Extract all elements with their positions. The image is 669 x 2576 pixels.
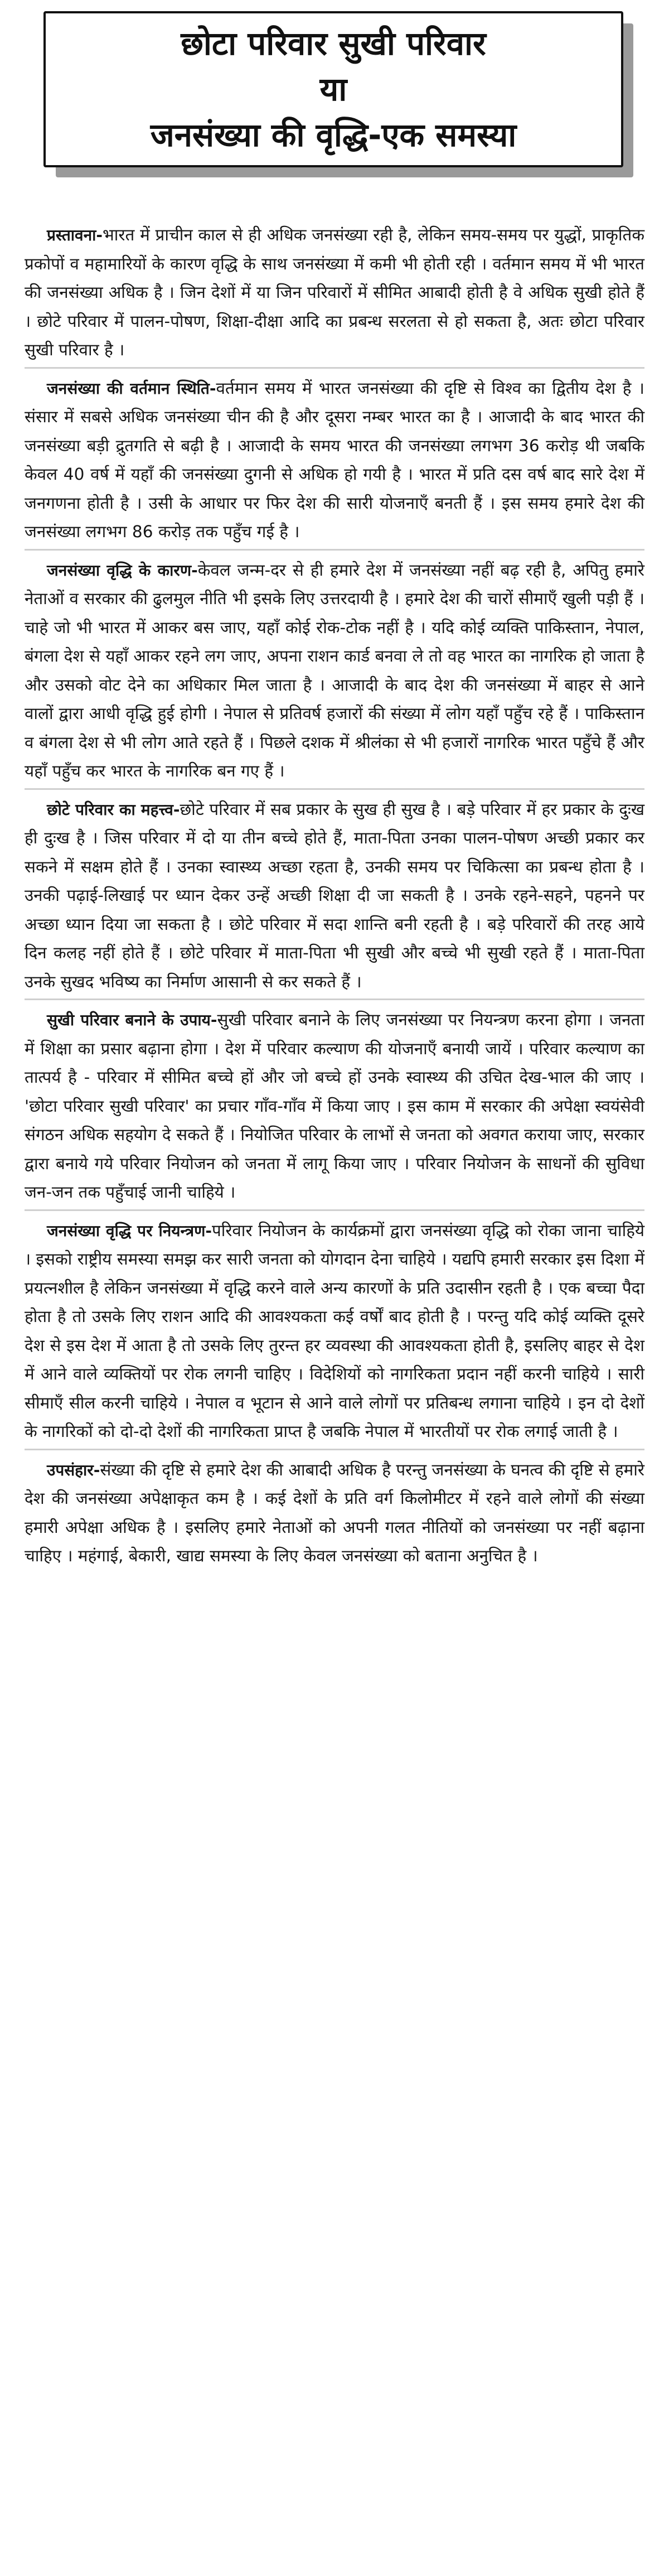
title-line-1: छोटा परिवार सुखी परिवार <box>181 25 486 62</box>
paragraph <box>25 1217 644 1446</box>
section-heading: जनसंख्या की वर्तमान स्थिति- <box>47 379 216 398</box>
section-text: छोटे परिवार में सब प्रकार के सुख ही सुख है । बड़े परिवार में हर प्रकार के दुःख ही दुःख है । जिस परिवार में दो या तीन बच्चे होते हैं, माता-पिता उनका पालन-पोषण अच्छी प्रकार कर सकने में सक्षम होते हैं । उनका स्वास्थ्य अच्छा रहता है, उनकी समय पर चिकित्सा का प्रबन्ध होता है । उनकी पढ़ाई-लिखाई पर ध्यान देकर उन्हें अच्छी शिक्षा दी जा सकती है । उनके रहने-सहने, पहनने पर अच्छा ध्यान दिया जा सकता है । छोटे परिवार में सदा शान्ति बनी रहती है । बड़े परिवारों की तरह आये दिन कलह नहीं होते हैं । छोटे परिवार में माता-पिता भी सुखी और बच्चे भी सुखी रहते हैं । माता-पिता उनके सुखद भविष्य का निर्माण आसानी से कर सकते हैं । <box>25 799 645 991</box>
section-control <box>25 1209 644 1446</box>
section-importance <box>25 788 644 997</box>
section-heading: जनसंख्या वृद्धि के कारण- <box>47 561 198 580</box>
paragraph <box>25 1006 644 1207</box>
title-block <box>43 11 634 179</box>
section-text: वर्तमान समय में भारत जनसंख्या की दृष्टि से विश्व का द्वितीय देश है । संसार में सबसे अधिक जनसंख्या चीन की है और दूसरा नम्बर भारत का है । आजादी के बाद भारत की जनसंख्या बड़ी द्रुतगति से बढ़ी है । आजादी के समय भारत की जनसंख्या लगभग 36 करोड़ थी जबकि केवल 40 वर्ष में यहाँ की जनसंख्या दुगनी से अधिक हो गयी है । भारत में प्रति दस वर्ष बाद सारे देश में जनगणना होती है । उसी के आधार पर फिर देश की सारी योजनाएँ बनती हैं । इस समय हमारे देश की जनसंख्या लगभग 86 करोड़ तक पहुँच गई है । <box>25 378 644 541</box>
paragraph <box>25 374 644 547</box>
paragraph <box>25 1456 644 1571</box>
section-causes <box>25 549 644 786</box>
section-text: सुखी परिवार बनाने के लिए जनसंख्या पर नियन्त्रण करना होगा । जनता में शिक्षा का प्रसार बढ़ाना होगा । देश में परिवार कल्याण की योजनाएँ बनायी जायें । परिवार कल्याण का तात्पर्य है - परिवार में सीमित बच्चे हों और जो बच्चे हों उनके स्वास्थ्य की उचित देख-भाल की जाए । 'छोटा परिवार सुखी परिवार' का प्रचार गाँव-गाँव में किया जाए । इस काम में सरकार की अपेक्षा स्वयंसेवी संगठन अधिक सहयोग दे सकते हैं । नियोजित परिवार के लाभों से जनता को अवगत कराया जाए, सरकार द्वारा बनाये गये परिवार नियोजन को जनता में लागू किया जाए । परिवार नियोजन के साधनों की सुविधा जन-जन तक पहुँचाई जानी चाहिये । <box>25 1010 644 1202</box>
title-line-2: या <box>319 70 347 108</box>
section-text: केवल जन्म-दर से ही हमारे देश में जनसंख्या नहीं बढ़ रही है, अपितु हमारे नेताओं व सरकार की ढुलमुल नीति भी इसके लिए उत्तरदायी है । हमारे देश की चारों सीमाएँ खुली पड़ी हैं । चाहे जो भी भारत में आकर बस जाए, यहाँ कोई रोक-टोक नहीं है । यदि कोई व्यक्ति पाकिस्तान, नेपाल, बंगला देश से यहाँ आकर रहने लग जाए, अपना राशन कार्ड बनवा ले तो वह भारत का नागरिक हो जाता है और उसको वोट देने का अधिकार मिल जाता है । आजादी के बाद देश की जनसंख्या में बाहर से आने वालों द्वारा आधी वृद्धि हुई होगी । नेपाल से प्रतिवर्ष हजारों की संख्या में लोग यहाँ पहुँच रहे हैं । पाकिस्तान व बंगला देश से भी लोग आते रहते हैं । पिछले दशक में श्रीलंका से भी हजारों नागरिक भारत पहुँचे हैं और यहाँ पहुँच कर भारत के नागरिक बन गए हैं । <box>25 560 644 780</box>
title-line-3: जनसंख्या की वृद्धि-एक समस्या <box>150 116 517 154</box>
section-heading: प्रस्तावना- <box>47 226 103 244</box>
section-current-status <box>25 367 644 547</box>
title-box <box>43 11 623 167</box>
paragraph <box>25 795 644 997</box>
section-heading: जनसंख्या वृद्धि पर नियन्त्रण- <box>47 1221 212 1240</box>
section-heading: सुखी परिवार बनाने के उपाय- <box>47 1011 217 1029</box>
section-text: परिवार नियोजन के कार्यक्रमों द्वारा जनसंख्या वृद्धि को रोका जाना चाहिये । इसको राष्ट्रीय समस्या समझ कर सारी जनता को योगदान देना चाहिये । यद्यपि हमारी सरकार इस दिशा में प्रयत्नशील है लेकिन जनसंख्या में वृद्धि करने वाले अन्य कारणों के प्रति उदासीन रहती है । एक बच्चा पैदा होता है तो उसके लिए राशन आदि की आवश्यकता कई वर्षों बाद होती है । परन्तु यदि कोई व्यक्ति दूसरे देश से इस देश में आता है तो उसके लिए तुरन्त हर व्यवस्था की आवश्यकता होती है, इसलिए बाहर से देश में आने वाले व्यक्तियों पर रोक लगनी चाहिए । विदेशियों को नागरिकता प्रदान नहीं करनी चाहिये । सारी सीमाएँ सील करनी चाहिये । नेपाल व भूटान से आने वाले लोगों पर प्रतिबन्ध लगाना चाहिये । इन दो देशों के नागरिकों को दो-दो देशों की नागरिकता प्राप्त है जबकि नेपाल में भारतीयों पर रोक लगाई जाती है । <box>25 1221 644 1441</box>
section-introduction <box>25 215 644 365</box>
paragraph <box>25 221 644 365</box>
section-measures <box>25 998 644 1207</box>
essay-body <box>25 215 644 1573</box>
paragraph <box>25 556 644 786</box>
section-text: भारत में प्राचीन काल से ही अधिक जनसंख्या रही है, लेकिन समय-समय पर युद्धों, प्राकृतिक प्रकोपों व महामारियों के कारण वृद्धि के साथ जनसंख्या में कमी भी होती रही । वर्तमान समय में भी भारत की जनसंख्या अधिक है । जिन देशों में या जिन परिवारों में सीमित आबादी होती है वे अधिक सुखी होते हैं । छोटे परिवार में पालन-पोषण, शिक्षा-दीक्षा आदि का प्रबन्ध सरलता से हो सकता है, अतः छोटा परिवार सुखी परिवार है । <box>25 225 644 359</box>
section-text: संख्या की दृष्टि से हमारे देश की आबादी अधिक है परन्तु जनसंख्या के घनत्व की दृष्टि से हमारे देश की जनसंख्या अपेक्षाकृत कम है । कई देशों के प्रति वर्ग किलोमीटर में रहने वाले लोगों की संख्या हमारी अपेक्षा अधिक है । इसलिए हमारे नेताओं को अपनी गलत नीतियों को जनसंख्या पर नहीं बढ़ाना चाहिए । महंगाई, बेकारी, खाद्य समस्या के लिए केवल जनसंख्या को बताना अनुचित है । <box>25 1460 644 1565</box>
section-conclusion <box>25 1449 644 1571</box>
section-heading: छोटे परिवार का महत्त्व- <box>47 800 180 819</box>
section-heading: उपसंहार- <box>47 1460 100 1479</box>
